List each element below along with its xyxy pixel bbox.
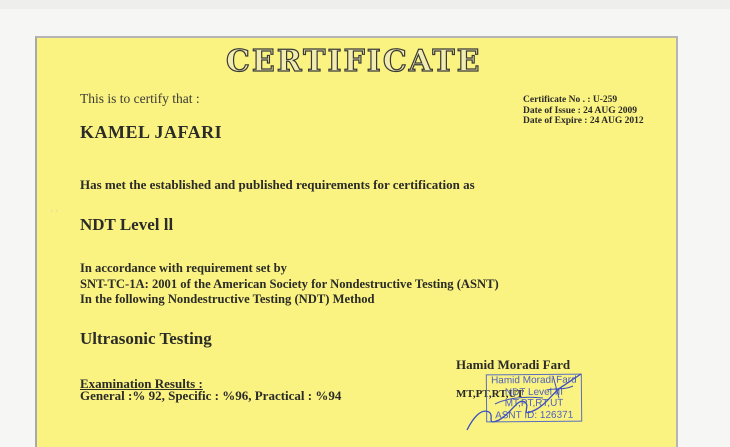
signer-methods: MT,PT,RT,UT <box>456 388 524 400</box>
signer-name: Hamid Moradi Fard <box>456 357 571 372</box>
issue-date: Date of Issue : 24 AUG 2009 <box>523 105 637 116</box>
requirements-line: Has met the established and published requirements for certification as <box>80 177 475 192</box>
expire-date: Date of Expire : 24 AUG 2012 <box>523 116 644 126</box>
scan-speck: · · <box>50 206 59 216</box>
holder-name: KAMEL JAFARI <box>80 122 223 142</box>
accordance-block <box>80 261 499 308</box>
certify-line: This is to certify that : <box>80 91 200 106</box>
certificate-title: CERTIFICATE <box>226 44 482 79</box>
test-method: Ultrasonic Testing <box>80 329 212 348</box>
accordance-line: In the following Nondestructive Testing (NDT) Method <box>80 292 375 306</box>
accordance-line: In accordance with requirement set by <box>80 261 287 275</box>
stamp-methods: MT,PT,RT,UT <box>504 397 564 410</box>
handwritten-signature <box>455 368 595 438</box>
stamp-level: NDT Level III <box>504 386 564 398</box>
accordance-line: SNT-TC-1A: 2001 of the American Society for Nondestructive Testing (ASNT) <box>80 276 499 291</box>
certificate-number: Certificate No . : U-259 <box>523 95 618 105</box>
scan-top-edge <box>0 0 730 9</box>
stamp-id: ASNT ID: 126371 <box>494 409 574 421</box>
certificate-meta <box>523 95 644 127</box>
certification-level: NDT Level ll <box>80 215 174 234</box>
exam-results-values: General :% 92, Specific : %96, Practical : %94 <box>80 388 342 403</box>
exam-results-heading: Examination Results : <box>80 376 203 391</box>
stamp-name: Hamid Moradi Fard <box>491 374 577 387</box>
